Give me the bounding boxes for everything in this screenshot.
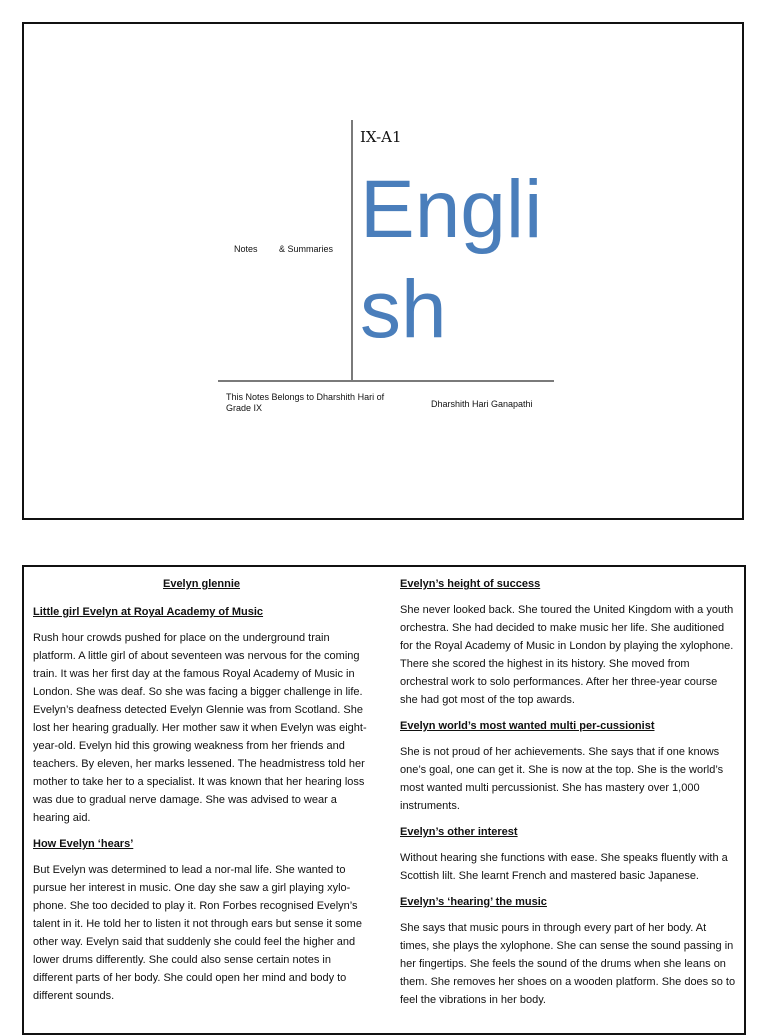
left-column (33, 575, 370, 1013)
section-body: She never looked back. She toured the United Kingdom with a youth orchestra. She had decided to make music her life. She auditioned for the Royal Academy of Music in London by playing the xylophone. There she scored the highest in its history. She moved from orchestral work to solo performances. After her three-year course she had got most of the top awards. (400, 604, 734, 706)
section-heading: Evelyn’s other interest (400, 826, 518, 838)
section-heading: Evelyn’s height of success (400, 578, 541, 590)
vertical-divider (351, 120, 353, 382)
horizontal-divider (218, 380, 554, 382)
section-body: Without hearing she functions with ease. She speaks fluently with a Scottish lilt. She learnt French and mastered basic Japanese. (400, 852, 728, 882)
section-heading: Evelyn world’s most wanted multi per-cussionist (400, 720, 655, 732)
summaries-label: & Summaries (279, 244, 334, 254)
article-title: Evelyn glennie (162, 578, 241, 590)
subject-title: English (360, 164, 543, 355)
section-heading: Little girl Evelyn at Royal Academy of Music (33, 606, 264, 618)
section-body: She says that music pours in through every part of her body. At times, she plays the xylophone. She can sense the sound passing in her fingertips. She feels the sound of the drums when she leans on them. She removes her shoes on a wooden platform. She does so to feel the vibrations in her body. (400, 922, 736, 1006)
section-heading: Evelyn’s ‘hearing’ the music (400, 896, 547, 908)
notes-label: Notes (234, 244, 258, 254)
section-heading: How Evelyn ‘hears’ (33, 838, 134, 850)
section-body: She is not proud of her achievements. She says that if one knows one’s goal, one can get it. She is now at the top. She is the world’s most wanted multi percussionist. She has mastery over 1,000 instruments. (400, 746, 724, 812)
author-name: Dharshith Hari Ganapathi (431, 399, 533, 409)
notes-page (22, 565, 746, 1035)
right-column (400, 575, 738, 1017)
cover-page (22, 22, 744, 520)
section-body: Rush hour crowds pushed for place on the underground train platform. A little girl of about seventeen was nervous for the coming train. It was her first day at the famous Royal Academy of Music in London. She was deaf. So she was facing a bigger challenge in life. Evelyn’s deafness detected Evelyn Glennie was from Scotland. She lost her hearing gradually. Her mother saw it when Evelyn was eight-year-old. Evelyn hid this growing weakness from her friends and teachers. By eleven, her marks lessened. The headmistress told her mother to take her to a specialist. It was known that her hearing loss was due to gradual nerve damage. She was advised to wear a hearing aid. (33, 632, 367, 824)
grade-label: IX-A1 (360, 128, 402, 146)
section-body: But Evelyn was determined to lead a nor-mal life. She wanted to pursue her interest in music. One day she saw a girl playing xylo-phone. She too decided to play it. Ron Forbes recognised Evelyn’s talent in it. He told her to listen it not through ears but sense it some other way. Evelyn said that suddenly she could feel the higher and lower drums differently. She could also sense certain notes in different parts of her body. She could open her mind and body to different sounds. (33, 864, 362, 1002)
ownership-note: This Notes Belongs to Dharshith Hari of Grade IX (226, 392, 385, 413)
